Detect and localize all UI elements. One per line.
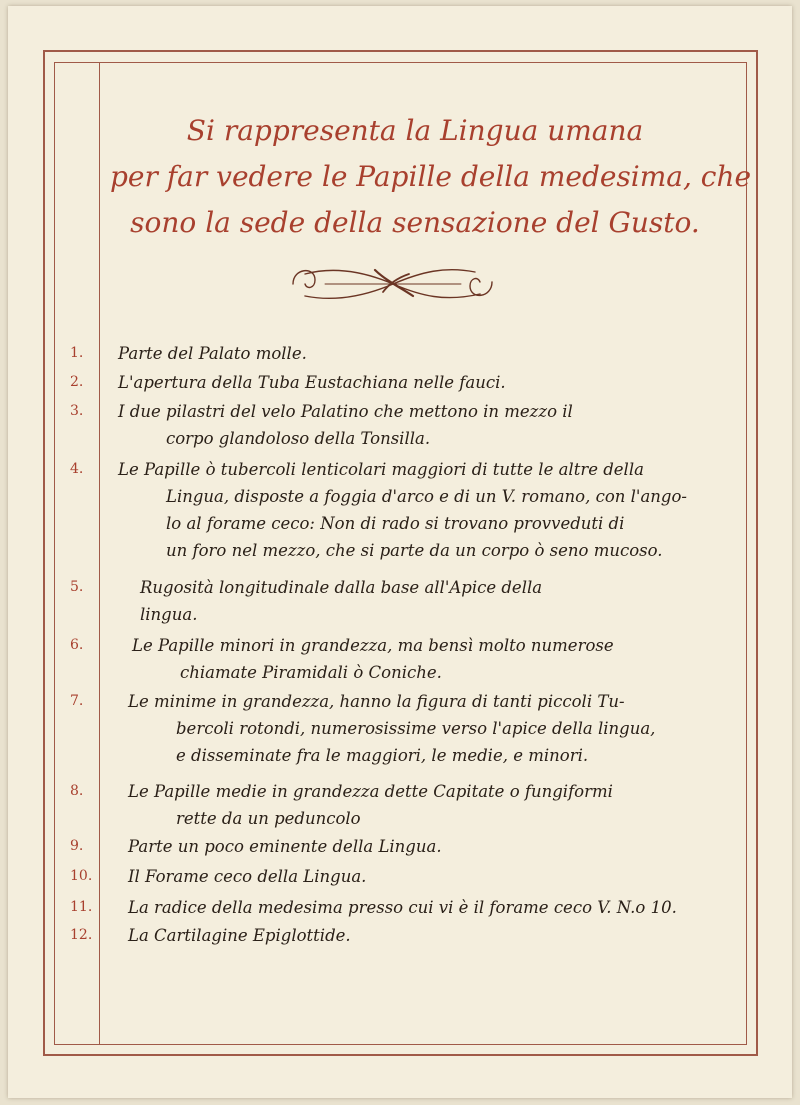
item-number: 8.	[70, 783, 84, 799]
page-title	[110, 108, 752, 246]
item-number: 11.	[70, 899, 93, 915]
item-line: rette da un peduncolo	[176, 809, 361, 828]
title-line: per far vedere le Papille della medesima, che	[110, 160, 752, 193]
item-number: 10.	[70, 868, 93, 884]
item-number: 2.	[70, 374, 84, 390]
item-line: un foro nel mezzo, che si parte da un corpo ò seno mucoso.	[166, 541, 663, 560]
item-line: La Cartilagine Epiglottide.	[128, 926, 351, 945]
item-number: 12.	[70, 927, 93, 943]
item-line: corpo glandoloso della Tonsilla.	[166, 429, 431, 448]
item-text	[118, 398, 718, 452]
item-number: 9.	[70, 838, 84, 854]
item-line: chiamate Piramidali ò Coniche.	[180, 663, 442, 682]
item-text	[118, 456, 718, 564]
item-line: L'apertura della Tuba Eustachiana nelle fauci.	[118, 373, 506, 392]
item-number: 3.	[70, 403, 84, 419]
item-line: Le Papille medie in grandezza dette Capitate o fungiformi	[128, 782, 613, 801]
item-text	[128, 833, 728, 860]
margin-rule	[99, 62, 100, 1045]
item-number: 5.	[70, 579, 84, 595]
item-line: lingua.	[140, 605, 198, 624]
item-number: 7.	[70, 693, 84, 709]
item-text	[128, 778, 728, 832]
item-text	[132, 632, 732, 686]
item-text	[128, 688, 728, 769]
item-text	[140, 574, 740, 628]
item-line: Le Papille ò tubercoli lenticolari maggiori di tutte le altre della	[118, 460, 644, 479]
item-line: Parte un poco eminente della Lingua.	[128, 837, 442, 856]
item-line: Le Papille minori in grandezza, ma bensì molto numerose	[132, 636, 614, 655]
item-line: e disseminate fra le maggiori, le medie, e minori.	[176, 746, 589, 765]
item-line: La radice della medesima presso cui vi è il forame ceco V. N.o 10.	[128, 898, 677, 917]
item-line: Rugosità longitudinale dalla base all'Apice della	[140, 578, 543, 597]
item-line: I due pilastri del velo Palatino che mettono in mezzo il	[118, 402, 573, 421]
item-line: bercoli rotondi, numerosissime verso l'apice della lingua,	[176, 719, 656, 738]
item-number: 1.	[70, 345, 84, 361]
item-line: Parte del Palato molle.	[118, 344, 307, 363]
title-line: Si rappresenta la Lingua umana	[186, 114, 644, 147]
item-text	[118, 369, 718, 396]
title-line: sono la sede della sensazione del Gusto.	[130, 206, 700, 239]
item-line: Il Forame ceco della Lingua.	[128, 867, 367, 886]
item-text	[128, 894, 728, 921]
item-line: Le minime in grandezza, hanno la figura di tanti piccoli Tu-	[128, 692, 625, 711]
item-text	[118, 340, 718, 367]
item-line: Lingua, disposte a foggia d'arco e di un V. romano, con l'ango-	[166, 487, 687, 506]
decorative-flourish	[285, 262, 500, 304]
item-number: 4.	[70, 461, 84, 477]
item-number: 6.	[70, 637, 84, 653]
item-text	[128, 922, 728, 949]
item-text	[128, 863, 728, 890]
item-line: lo al forame ceco: Non di rado si trovano provveduti di	[166, 514, 625, 533]
